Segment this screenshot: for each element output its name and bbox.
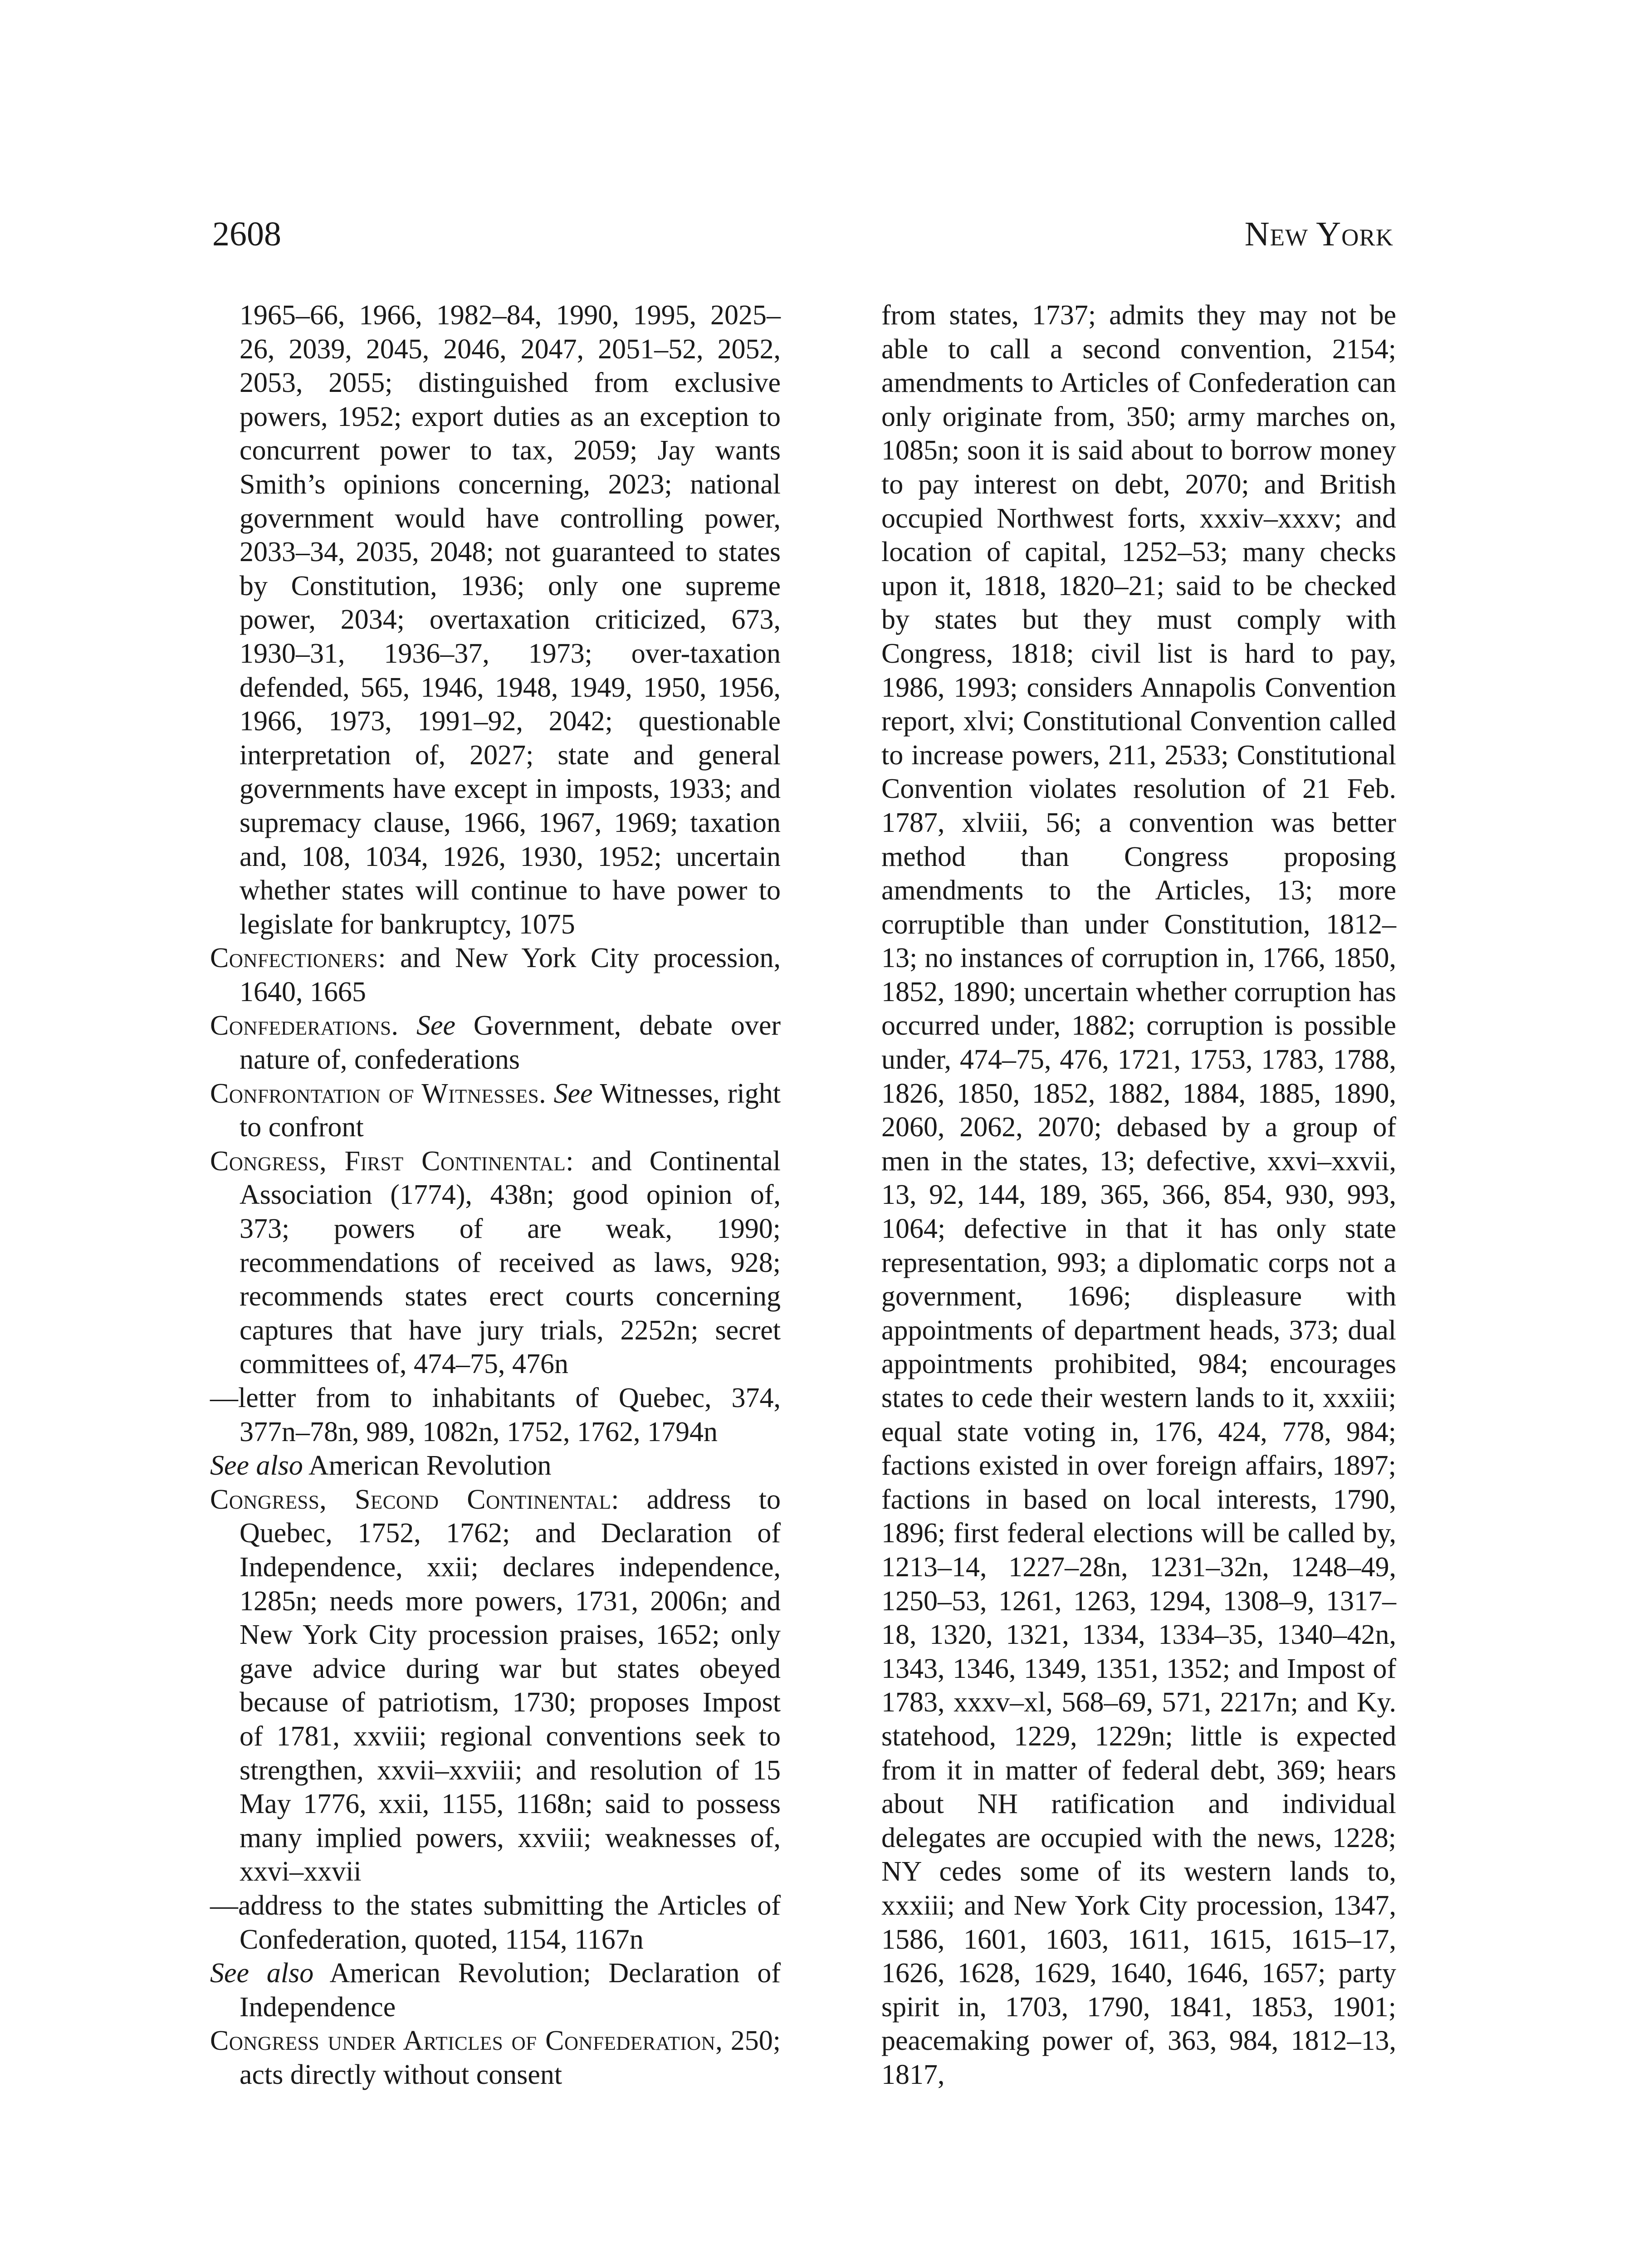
see-also-label: See also	[210, 1958, 314, 1989]
entry-text: Government, debate over nature of, confederations	[240, 1010, 781, 1075]
see-also-text: American Revolution	[303, 1450, 552, 1481]
see-also-reference	[210, 1956, 781, 2024]
see-also-label: See also	[210, 1450, 303, 1481]
index-entry-congress-first-continental	[210, 1144, 781, 1381]
entry-text: : and Continental Association (1774), 438n; good opinion of, 373; powers of are weak, 1990; recommendations of received as laws, 928; recommends states erect courts concerning captures that have jury trials, 2252n; secret committees of, 474–75, 476n	[240, 1145, 781, 1380]
index-entry-confrontation-of-witnesses	[210, 1077, 781, 1144]
entry-heading: Confederations	[210, 1010, 391, 1041]
entry-text: , 250; acts directly without consent	[240, 2025, 781, 2090]
index-column-right	[852, 298, 1396, 2092]
see-also-reference	[210, 1449, 781, 1483]
entry-heading: Congress, Second Continental	[210, 1484, 611, 1515]
index-subentry: —address to the states submitting the Articles of Confederation, quoted, 1154, 1167n	[210, 1890, 781, 1955]
entry-heading: Congress under Articles of Confederation	[210, 2025, 716, 2057]
index-entry-congress-under-articles	[210, 2024, 781, 2092]
entry-heading: Confectioners	[210, 943, 378, 974]
see-reference-label: See	[553, 1078, 593, 1109]
page-number: 2608	[212, 215, 281, 253]
entry-text: from states, 1737; admits they may not be able to call a second convention, 2154; amendments to Articles of Confederation can only originate from, 350; army marches on, 1085n; soon it is said about to borrow money to pay interest on debt, 2070; and British occupied Northwest forts, xxxiv–xxxv; and location of capital, 1252–53; many checks upon it, 1818, 1820–21; said to be checked by states but they must comply with Congress, 1818; civil list is hard to pay, 1986, 1993; considers Annapolis Convention report, xlvi; Constitutional Convention called to increase powers, 211, 2533; Constitutional Convention violates resolution of 21 Feb. 1787, xlviii, 56; a convention was better method than Congress proposing amendments to the Articles, 13; more corruptible than under Constitution, 1812–13; no instances of corruption in, 1766, 1850, 1852, 1890; uncertain whether corruption has occurred under, 1882; corruption is possible under, 474–75, 476, 1721, 1753, 1783, 1788, 1826, 1850, 1852, 1882, 1884, 1885, 1890, 2060, 2062, 2070; debased by a group of men in the states, 13; defective, xxvi–xxvii, 13, 92, 144, 189, 365, 366, 854, 930, 993, 1064; defective in that it has only state representation, 993; a diplomatic corps not a government, 1696; displeasure with appointments of department heads, 373; dual appointments prohibited, 984; encourages states to cede their western lands to it, xxxiii; equal state voting in, 176, 424, 778, 984; factions existed in over foreign affairs, 1897; factions in based on local interests, 1790, 1896; first federal elections will be called by, 1213–14, 1227–28n, 1231–32n, 1248–49, 1250–53, 1261, 1263, 1294, 1308–9, 1317–18, 1320, 1321, 1334, 1334–35, 1340–42n, 1343, 1346, 1349, 1351, 1352; and Impost of 1783, xxxv–xl, 568–69, 571, 2217n; and Ky. statehood, 1229, 1229n; little is expected from it in matter of federal debt, 369; hears about NH ratification and individual delegates are occupied with the news, 1228; NY cedes some of its western lands to, xxxiii; and New York City procession, 1347, 1586, 1601, 1603, 1611, 1615, 1615–17, 1626, 1628, 1629, 1640, 1646, 1657; party spirit in, 1703, 1790, 1841, 1853, 1901; peacemaking power of, 363, 984, 1812–13, 1817,	[881, 300, 1396, 2090]
running-head: New York	[1244, 215, 1393, 253]
entry-text: : address to Quebec, 1752, 1762; and Declaration of Independence, xxii; declares independence, 1285n; needs more powers, 1731, 2006n; and New York City procession praises, 1652; only gave advice during war but states obeyed because of patriotism, 1730; proposes Impost of 1781, xxviii; regional conventions seek to strengthen, xxvii–xxviii; and resolution of 15 May 1776, xxii, 1155, 1168n; said to possess many implied powers, xxviii; weaknesses of, xxvi–xxvii	[240, 1484, 781, 1887]
entry-separator: .	[391, 1010, 416, 1041]
entry-text: : and New York City procession, 1640, 1665	[240, 943, 781, 1007]
entry-text: Witnesses, right to confront	[240, 1078, 781, 1143]
entry-text: 1965–66, 1966, 1982–84, 1990, 1995, 2025–26, 2039, 2045, 2046, 2047, 2051–52, 2052, 2053, 2055; distinguished from exclusive powers, 1952; export duties as an exception to concurrent power to tax, 2059; Jay wants Smith’s opinions concerning, 2023; national government would have controlling power, 2033–34, 2035, 2048; not guaranteed to states by Constitution, 1936; only one supreme power, 2034; overtaxation criticized, 673, 1930–31, 1936–37, 1973; over-taxation defended, 565, 1946, 1948, 1949, 1950, 1956, 1966, 1973, 1991–92, 2042; questionable interpretation of, 2027; state and general governments have except in imposts, 1933; and supremacy clause, 1966, 1967, 1969; taxation and, 108, 1034, 1926, 1930, 1952; uncertain whether states will continue to have power to legislate for bankruptcy, 1075	[240, 300, 781, 940]
entry-heading: Congress, First Continental	[210, 1145, 566, 1177]
see-reference-label: See	[416, 1010, 455, 1041]
index-subentry: —letter from to inhabitants of Quebec, 374, 377n–78n, 989, 1082n, 1752, 1762, 1794n	[210, 1383, 781, 1447]
see-also-text: American Revolution; Declaration of Independence	[240, 1958, 781, 2023]
entry-heading: Confrontation of Witnesses	[210, 1078, 539, 1109]
index-entry-confectioners	[210, 941, 781, 1009]
entry-separator: .	[539, 1078, 554, 1109]
index-entry-continued	[210, 298, 781, 941]
index-entry-confederations	[210, 1009, 781, 1076]
index-column-left	[210, 298, 781, 2092]
index-entry-congress-second-continental	[210, 1483, 781, 1889]
index-entry-continued	[852, 298, 1396, 2092]
